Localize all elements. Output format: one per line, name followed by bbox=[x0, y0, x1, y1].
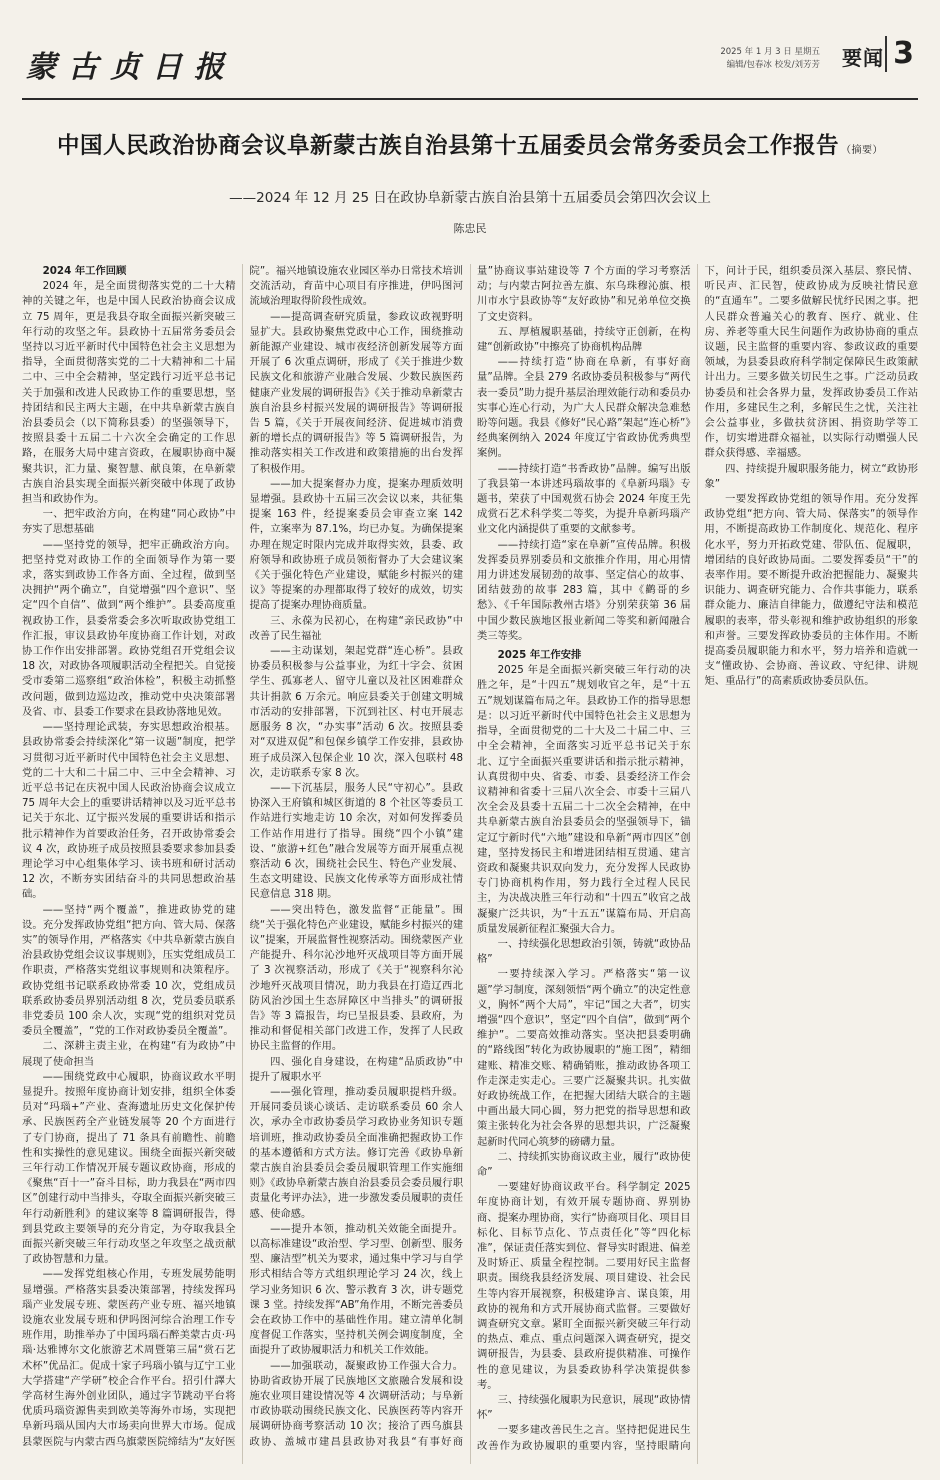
article-paragraph: ——突出特色，激发监督“正能量”。围绕“关于强化特色产业建设，赋能乡村振兴的建议”提案，开展监督性视察活动。围绕蒙医产业产能提升、科尔沁沙地歼灭战项目等方面开展了 3 次视察活动，形成了《关于“视察科尔沁沙地歼灭战项目情况，助力我县在打造辽西北防风治沙国土生态屏障区中当排头”的调研报告》等 3 篇报告，均已呈报县委、县政府，为推动和督促相关部门改进工作，发挥了人民政协民主监督的作用。 bbox=[249, 903, 463, 1053]
article-paragraph: ——强化管理，推动委员履职提档升级。开展同委员谈心谈话、走访联系委员 60 余人次，承办全市政协委员学习政协业务知识专题培训班，推动政协委员全面准确把握政协工作的基本遵循和方式方法。修订完善《政协阜新蒙古族自治县委员会委员履职管理工作实施细则》《政协阜新蒙古族自治县委员会委员履行职责量化考评办法》，进一步激发委员履职的责任感、使命感。 bbox=[249, 1085, 463, 1220]
article-paragraph: 一、把牢政治方向，在构建“同心政协”中夯实了思想基础 bbox=[22, 508, 236, 536]
article-paragraph: 四、持续提升履职服务能力，树立“政协形象” bbox=[704, 462, 918, 490]
page-number: 3 bbox=[885, 36, 914, 72]
article-paragraph: ——持续打造“书香政协”品牌。编写出版了我县第一本讲述玛瑙故事的《阜新玛瑙》专题书，荣获了中国观赏石协会 2024 年度王先成赏石艺术科学奖二等奖，为提升阜新玛瑙产业文化内涵提供了重要的文献参考。 bbox=[477, 462, 691, 536]
article-paragraph: ——坚持党的领导，把牢正确政治方向。把坚持党对政协工作的全面领导作为第一要求，落实到政协工作各方面、全过程，做到坚决拥护“两个确立”，自觉增强“四个意识”、坚定“四个自信”、做到“两个维护”。县委高度重视政协工作，县委常委会多次听取政协党组工作汇报，审议县政协年度协商工作计划，对政协工作作出安排部署。政协党组召开党组会议 18 次，对政协各项履职活动全程把关。自觉接受市委第二巡察组“政治体检”，积极主动抓整改问题，做到边巡边改，推动党中央决策部署及省、市、县委工作要求在县政协落地见效。 bbox=[22, 538, 236, 718]
masthead bbox=[22, 36, 918, 92]
article-paragraph: 二、深耕主责主业，在构建“有为政协”中展现了使命担当 bbox=[22, 1040, 236, 1068]
masthead-divider bbox=[22, 98, 918, 100]
article-paragraph: 一要发挥政协党组的领导作用。充分发挥政协党组“把方向、管大局、保落实”的领导作用，不断提高政协工作制度化、规范化、程序化水平，努力开拓政党建、带队伍、促履职，增团结的良好政协局面。二要发挥委员“干”的表率作用。要不断提升政治把握能力、凝聚共识能力、调查研究能力、合作共事能力，联系群众能力、廉洁自律能力，做遵纪守法和模范履职的表率，带头彰视和维护政协组织的形象和声誉。三要发挥政协委员的主体作用。不断提高委员履职能力和水平，努力培养和造就一支“懂政协、会协商、善议政、守纪律、讲规矩、重品行”的高素质政协委员队伍。 bbox=[704, 493, 918, 688]
article-paragraph: ——提高调查研究质量，参政议政视野明显扩大。县政协聚焦党政中心工作，围绕推动新能源产业建设、城市夜经济创新发展等方面开展了 6 次重点调研，形成了《关于推进少数民族文化和旅游产业融合发展、少数民族医药健康产业发展的调研报告》《关于推动阜新蒙古族自治县乡村振兴发展的调研报告》等调研报告 5 篇，《关于开展夜间经济、促进城市消费新的增长点的调研报告》等 5 篇调研报告，为推动落实相关工作改进和政策措施的出台发挥了积极作用。 bbox=[249, 310, 463, 475]
article-paragraph: 一要持续深入学习。严格落实“第一议题”学习制度，深刻领悟“两个确立”的决定性意义，胸怀“两个大局”，牢记“国之大者”，切实增强“四个意识”，坚定“四个自信”，做到“两个维护”。二要高效推动落实。坚决把县委明确的“路线图”转化为政协履职的“施工图”，精细建账、精准交账、精确销账，推动政协各项工作走深走实走心。三要广泛凝聚共识。扎实做好政协统战工作，在把握大团结大联合的主题中画出最大同心圆，努力把党的指导思想和政策主张转化为社会各界的思想共识，广泛凝聚起新时代同心筑梦的磅礴力量。 bbox=[477, 968, 691, 1148]
article-paragraph: ——坚持“两个覆盖”，推进政协党的建设。充分发挥政协党组“把方向、管大局、保落实”的领导作用，严格落实《中共阜新蒙古族自治县政协党组会议议事规则》，压实党组成员工作职责，严格落实党组议事规则和决策程序。政协党组书记联系政协常委 10 次，党组成员联系政协委员界别活动组 8 次，党员委员联系非党委员 100 余人次，实现“党的组织对党员委员全覆盖”，“党的工作对政协委员全覆盖”。 bbox=[22, 903, 236, 1038]
newspaper-logo: 蒙古贞日报 bbox=[26, 50, 236, 85]
article-paragraph: ——加大提案督办力度，提案办理质效明显增强。县政协十五届三次会议以来，共征集提案 163 件，经提案委员会审查立案 142 件，立案率为 87.1%，均已办复。为确保提案办理在规定时限内完成并取得实效，县委、政府领导和政协班子成员领衔督办了大会建议案《关于强化特色产业建设，赋能乡村振兴的建议》等提案的办理都取得了较好的成效，切实提高了提案办理协商质量。 bbox=[249, 477, 463, 612]
article-subtitle: ——2024 年 12 月 25 日在政协阜新蒙古族自治县第十五届委员会第四次会议上 bbox=[229, 190, 711, 206]
section-label: 要闻 bbox=[842, 46, 884, 70]
article-paragraph: 2024 年，是全面贯彻落实党的二十大精神的关键之年，也是中国人民政治协商会议成立 75 周年，更是我县夺取全面振兴新突破三年行动的攻坚之年。县政协十五届常务委员会坚持以习近平新时代中国特色社会主义思想为指导，全面贯彻落实党的二十大精神和二十届二中、三中全会精神，坚定践行习近平总书记关于加强和改进人民政协工作的重要思想，坚持团结和民主两大主题，在中共阜新蒙古族自治县委员会（以下简称县委）的坚强领导下，按照县委十五届二十六次全会确定的工作思路，在服务大局中建言资政，在履职协商中凝聚共识，汇力量、聚智慧、献良策，在阜新蒙古族自治县实现全面振兴新突破中体现了政协担当和政协作为。 bbox=[22, 280, 236, 506]
issue-date: 2025 年 1 月 3 日 星期五 bbox=[720, 47, 820, 57]
article-paragraph: 2025 年是全面振兴新突破三年行动的决胜之年，是“十四五”规划收官之年，是“十五五”规划谋篇布局之年。县政协工作的指导思想是：以习近平新时代中国特色社会主义思想为指导，全面贯彻党的二十大及二十届二中、三中全会精神，全面落实习近平总书记关于东北、辽宁全面振兴重要讲话和指示批示精神，认真贯彻中央、省委、市委、县委经济工作会议精神和省委十三届八次全会、市委十三届八次全会及县委十五届二十二次全会精神，在中共阜新蒙古族自治县委员会的坚强领导下，锚定辽宁新时代“六地”建设和阜新“两市四区”创建，坚持发扬民主和增进团结相互贯通、建言资政和凝聚共识双向发力，充分发挥人民政协专门协商机构作用，努力践行全过程人民民主，为决战决胜三年行动和“十四五”收官之战凝聚广泛共识，为“十五五”谋篇布局、开启高质量发展新征程汇聚强大合力。 bbox=[477, 664, 691, 935]
editor-credits: 编辑/包春冰 校发/刘芳芳 bbox=[726, 60, 820, 70]
article-body bbox=[22, 264, 918, 1464]
article-paragraph: 二、持续抓实协商议政主业，履行“政协使命” bbox=[477, 1150, 691, 1178]
article-title-tag: （摘要） bbox=[841, 145, 883, 156]
article-paragraph: 三、永葆为民初心，在构建“亲民政协”中改善了民生福祉 bbox=[249, 614, 463, 642]
article-paragraph: ——发挥党组核心作用，专班发展势能明显增强。严格落实县委决策部署，持续发挥玛瑙产业发展专班、蒙医药产业专班、福兴地镇设施农业发展专班和伊吗图河综合治理工作专班作用，助推举办了中国玛瑙石醉美蒙古贞·玛瑙·达雅博尔文化旅游艺术周暨第三届“赏石艺术杯”优品汇。促成十家子玛瑙小镇与辽宁工业大学搭建“产学研”校企合作平台。招引什譯大学高材生海外创业团队，通过字节跳动平台将优质玛瑙资源售卖到欧美等海外市场，实现把阜新玛瑙从国内大市场卖向世界大市场。促成县蒙医院与内蒙古西乌旗蒙医院缔结为“友好医院”。福兴地镇设施农业园区举办日常技术培训交流活动，育苗中心项目有序推进，伊吗图河流域治理取得阶段性成效。 bbox=[22, 265, 463, 1448]
article-paragraph: ——加强联动，凝聚政协工作强大合力。协助省政协开展了民族地区文旅融合发展和设施农业项目建设情况等 4 次调研活动；与阜新市政协联动围绕民族文化、民族医药等内容开展调研协商考察活动 10 次；接洽了西乌旗县政协、盖城市建昌县政协对我县“有事好商量”协商议事站建设等 7 个方面的学习考察活动；与内蒙古阿拉善左旗、东乌珠穆沁旗、根川市水宁县政协等“友好政协”和兄弟单位交换了文史资料。 bbox=[249, 265, 691, 1448]
article-paragraph: 一要建好协商议政平台。科学制定 2025 年度协商计划，有效开展专题协商、界别协商、提案办理协商，实行“协商项目化、项目目标化、目标节点化、节点责任化”等“四化标准”，保证责任落实到位、督导实时跟进、偏差及时矫正、质量全程控制。二要用好民主监督职责。围绕我县经济发展、项目建设、社会民生等内容开展视察，积极建诤言、谋良策，用政协的视角和方式开展协商式监督。三要做好调查研究文章。紧盯全面振兴新突破三年行动的热点、难点、重点问题深入调查研究，提交调研报告，为县委、县政府提供精准、可操作性的意见建议，为县委政协科学决策提供参考。 bbox=[477, 1181, 691, 1391]
article-paragraph: 一、持续强化思想政治引领，铸就“政协品格” bbox=[477, 937, 691, 966]
article-paragraph: 一要多建改善民生之言。坚持把促进民生改善作为政协履职的重要内容，坚持眼睛向下，问计于民，组织委员深入基层、察民情、听民声、汇民智，使政协成为反映社情民意的“直通车”。二要多做解民忧纾民困之事。把人民群众普遍关心的教育、医疗、就业、住房、养老等重大民生问题作为政协协商的重点议题，民主监督的重要内容、参政议政的重要领域，为县委县政府科学制定保障民生政策献计出力。三要多做关切民生之事。广泛动员政协委员和社会各界力量，发挥政协委员工作站作用，多建民生之利，多解民生之忧，关注社会公益事业，多做扶贫济困、捐资助学等工作，切实增进群众福祉，以实际行动赠强人民群众获得感、幸福感。 bbox=[477, 265, 918, 1452]
section-heading: 2025 年工作安排 bbox=[497, 649, 582, 662]
article-title bbox=[40, 128, 900, 160]
article-paragraph: 四、强化自身建设，在构建“品质政协”中提升了履职水平 bbox=[249, 1055, 463, 1083]
article-author: 陈忠民 bbox=[453, 222, 487, 235]
article-paragraph: 三、持续强化履职为民意识，展现“政协情怀” bbox=[477, 1394, 691, 1422]
article-paragraph: 五、厚植履职基础，持续守正创新，在构建“创新政协”中擦亮了协商机构品牌 bbox=[477, 325, 691, 354]
article-paragraph: ——提升本领，推动机关效能全面提升。以高标准建设“政治型、学习型、创新型、服务型、廉洁型”机关为要求，通过集中学习与自学形式相结合等方式组织理论学习 24 次，线上学习业务知识 6 次、警示教育 3 次，讲专题党课 3 堂。持续发挥“AB”角作用，不断完善委员会在政协工作中的基础性作用。建立清单化制度督促工作落实，坚持机关例会调度制度，全面提升了政协履职活力和机关工作效能。 bbox=[249, 1222, 463, 1357]
article-title-text: 中国人民政治协商会议阜新蒙古族自治县第十五届委员会常务委员会工作报告 bbox=[56, 133, 839, 159]
article-paragraph: ——主动谋划，架起党群“连心桥”。县政协委员积极参与公益事业，为红十字会、贫困学生、孤寡老人、留守儿童以及社区困难群众共计捐款 6 万余元。响应县委关于创建文明城市活动的安排部署，下沉到社区、村屯开展志愿服务 8 次，“办实事”活动 6 次。按照县委对“双进双促”和包保乡镇学工作安排，县政协班子成员深入包保企业 10 次，深入包联村 48 次，走访联系专家 8 次。 bbox=[249, 645, 463, 779]
article-paragraph: ——持续打造“家在阜新”宣传品牌。积极发挥委员界别委员和文旅推介作用，用心用情用力讲述发展韧劲的故事、坚定信心的故事、团结鼓劲的故事 283 篇，其中《鹳哥的乡愁》、《千年国际教州古塔》分别荣获第 36 届中国少数民族地区报业新闻二等奖和新闻融合类三等奖。 bbox=[477, 538, 691, 642]
article-paragraph: ——持续打造“协商在阜新，有事好商量”品牌。全县 279 名政协委员积极参与“两代表一委员”助力提升基层治理效能行动和委员办实事心连心行动，为广大人民群众解决急难愁盼等问题。我县《修好“民心路”架起“连心桥”》经典案例纳入 2024 年度辽宁省政协优秀典型案例。 bbox=[477, 356, 691, 460]
article-paragraph: ——坚持理论武装，夯实思想政治根基。县政协常委会持续深化“第一议题”制度，把学习贯彻习近平新时代中国特色社会主义思想、党的二十大和二十届二中、三中全会精神、习近平总书记在庆祝中国人民政治协商会议成立 75 周年大会上的重要讲话精神以及习近平总书记关于东北、辽宁振兴发展的重要讲话和指示批示精神作为首要政治任务，召开政协常委会议 4 次，政协班子成员按照县委要求参加县委理论学习中心组集体学习、读书班和研讨活动 12 次，不断夯实团结奋斗的共同思想政治基础。 bbox=[22, 721, 236, 901]
section-heading: 2024 年工作回顾 bbox=[42, 265, 127, 277]
article-paragraph: ——围绕党政中心履职，协商议政水平明显提升。按照年度协商计划安排，组织全体委员对“玛瑙+”产业、查海遗址历史文化保护传承、民族医药全产业链发展等 20 个方面进行了专门协商，提出了 71 条具有前瞻性、前瞻性和实操性的意见建议。围绕全面振兴新突破三年行动工作情况开展专题议政协商，形成的《聚焦“百十一”奋斗目标，助力我县在“两市四区”创建行动中当排头，夺取全面振兴新突破三年行动新胜利》的建议案等 8 篇调研报告，得到县党政主要领导的充分肯定，为夺取我县全面振兴新突破三年行动攻坚之年攻坚之战贡献了政协智慧和力量。 bbox=[22, 1070, 236, 1266]
article-paragraph: ——下沉基层，服务人民“守初心”。县政协深入王府镇和城区街道的 8 个社区等委员工作站进行实地走访 10 余次，对如何发挥委员工作站作用进行了指导。围绕“四个小镇”建设、“旅游+红色”融合发展等方面开展重点视察活动 6 次，围绕社会民生、特色产业发展、生态文明建设、民族文化传承等方面形成社情民意信息 318 期。 bbox=[249, 781, 463, 901]
issue-info bbox=[720, 46, 820, 72]
